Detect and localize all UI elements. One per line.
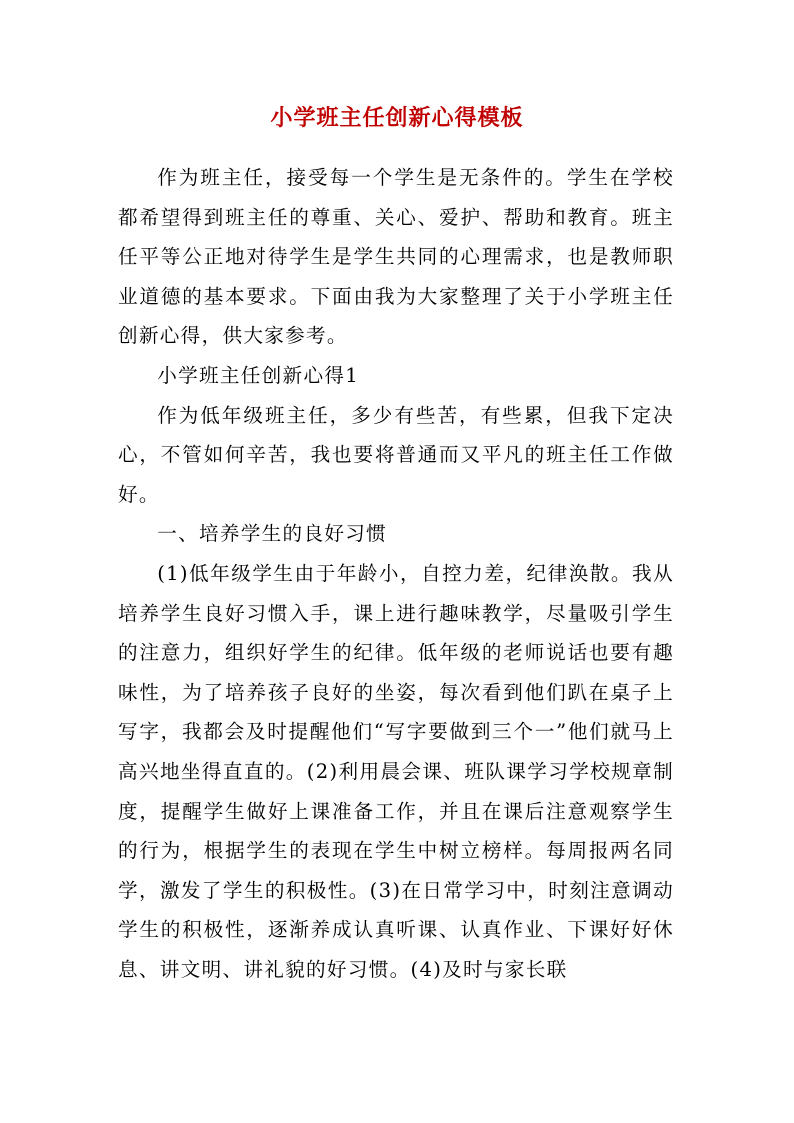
subsection-heading: 一、培养学生的良好习惯 [157,522,388,546]
document-title: 小学班主任创新心得模板 [270,105,524,131]
section-heading-1: 小学班主任创新心得1 [157,363,359,387]
document-body [118,158,674,989]
body-paragraph: 作为低年级班主任，多少有些苦，有些累，但我下定决心，不管如何辛苦，我也要将普通而又平凡的班主任工作做好。 [118,403,674,506]
body-paragraph: (1)低年级学生由于年龄小，自控力差，纪律涣散。我从培养学生良好习惯入手，课上进行趣味教学，尽量吸引学生的注意力，组织好学生的纪律。低年级的老师说话也要有趣味性，为了培养孩子良好的坐姿，每次看到他们趴在桌子上写字，我都会及时提醒他们“写字要做到三个一”他们就马上高兴地坐得直直的。(2)利用晨会课、班队课学习学校规章制度，提醒学生做好上课准备工作，并且在课后注意观察学生的行为，根据学生的表现在学生中树立榜样。每周报两名同学，激发了学生的积极性。(3)在日常学习中，时刻注意调动学生的积极性，逐渐养成认真听课、认真作业、下课好好休息、讲文明、讲礼貌的好习惯。(4)及时与家长联 [118,561,674,981]
intro-paragraph: 作为班主任，接受每一个学生是无条件的。学生在学校都希望得到班主任的尊重、关心、爱护、帮助和教育。班主任平等公正地对待学生是学生共同的心理需求，也是教师职业道德的基本要求。下面由我为大家整理了关于小学班主任创新心得，供大家参考。 [118,166,674,348]
